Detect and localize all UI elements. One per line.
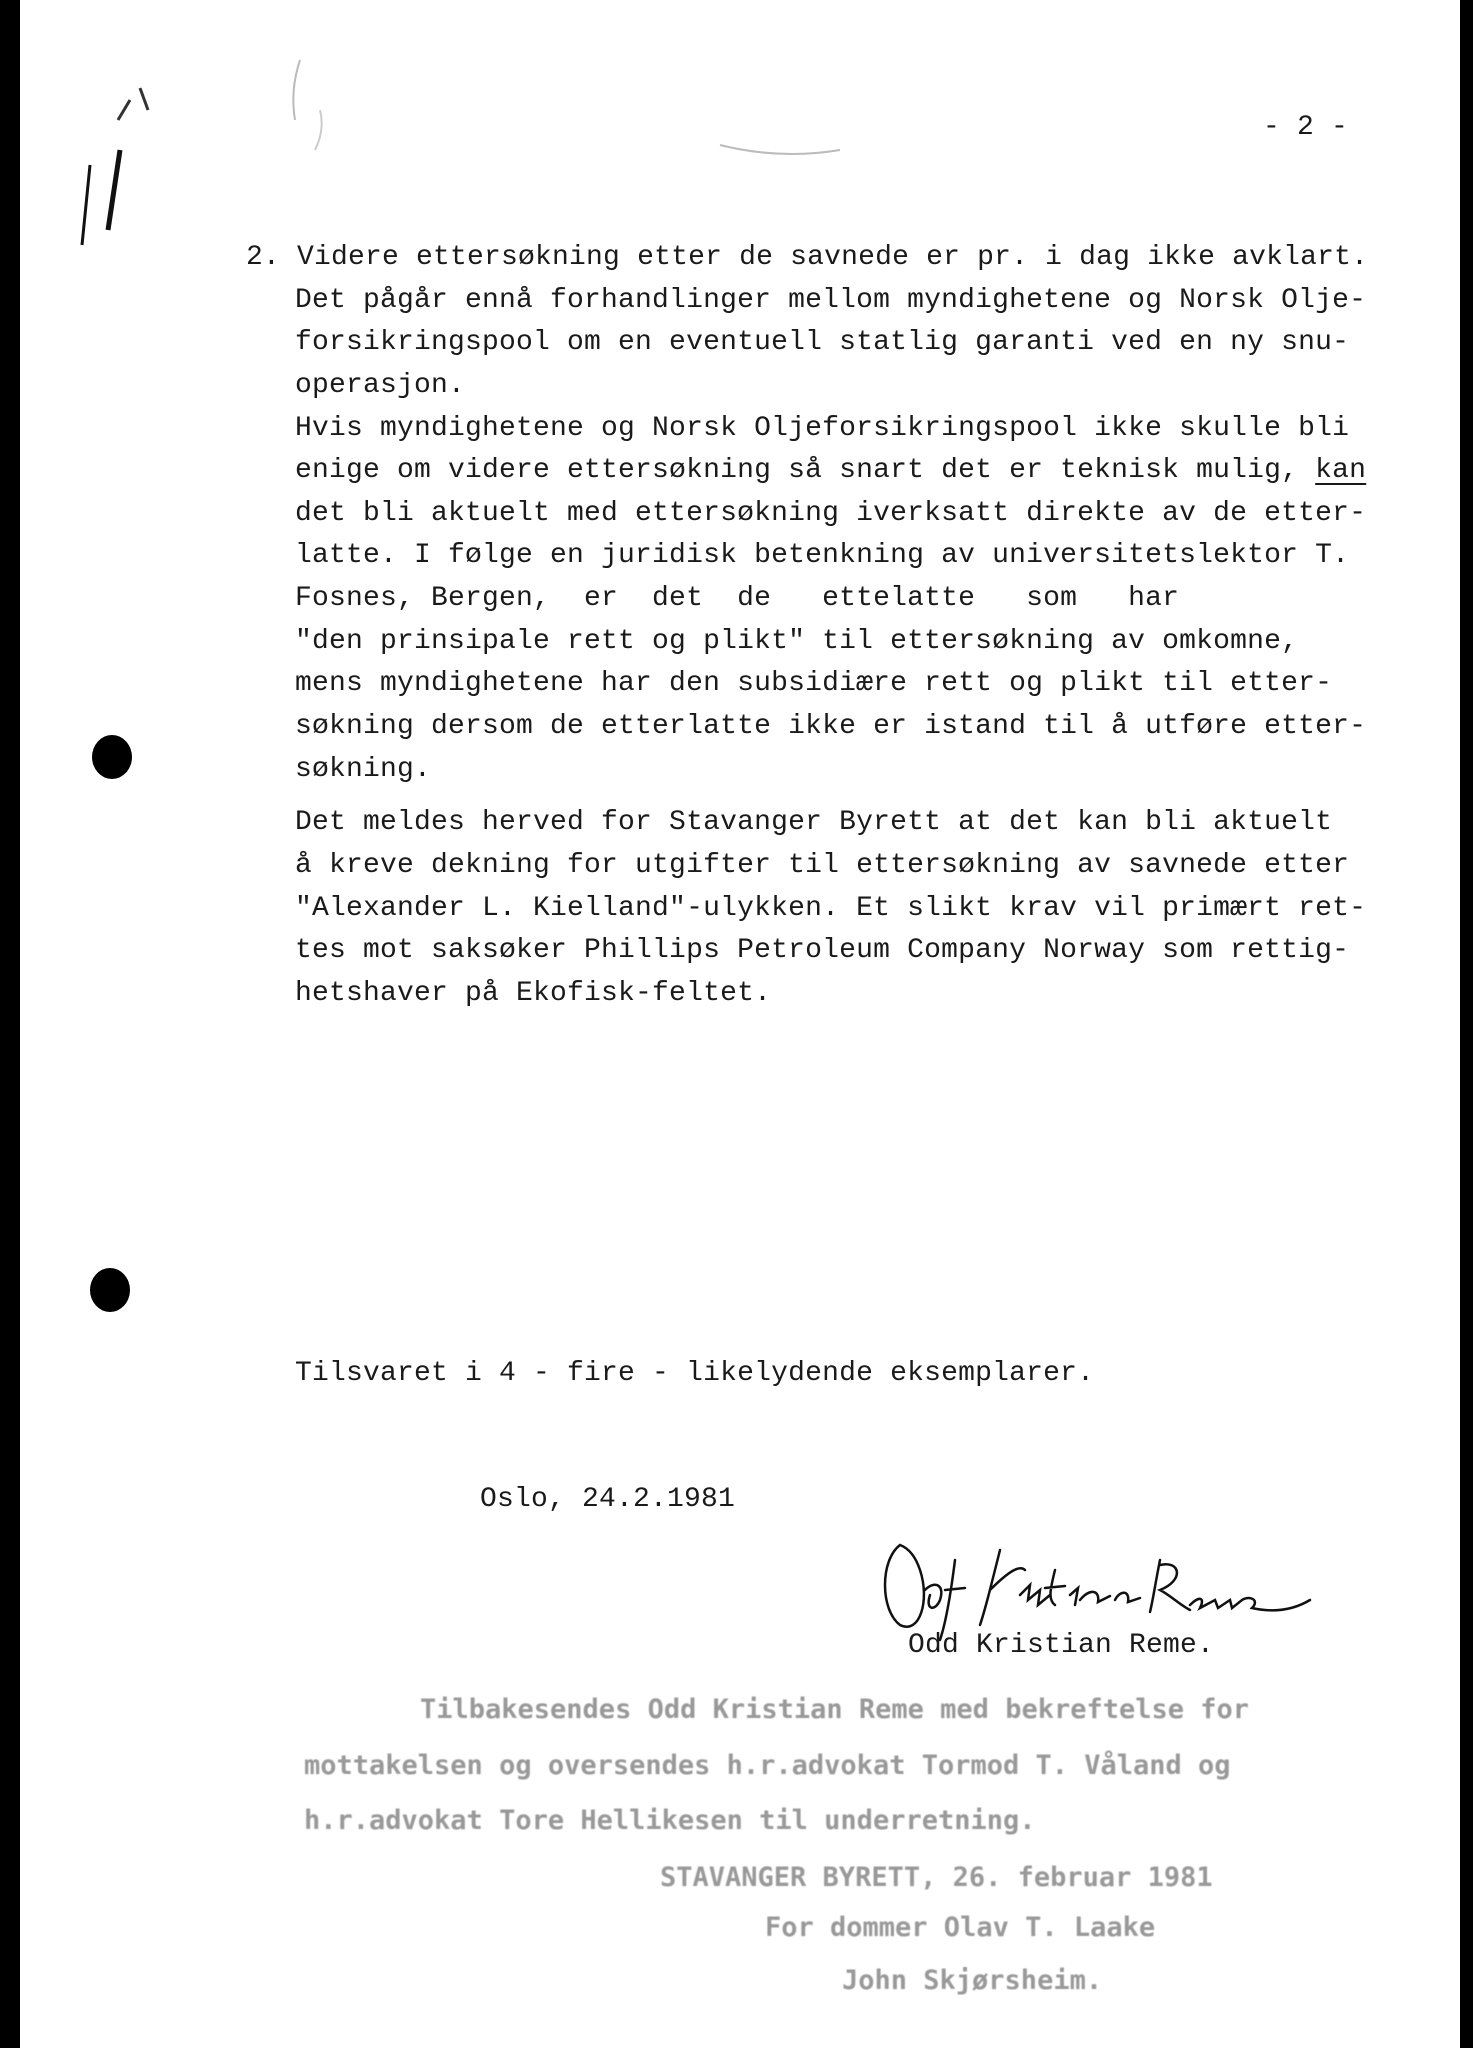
stamp-line-5: For dommer Olav T. Laake	[765, 1912, 1156, 1943]
place-date: Oslo, 24.2.1981	[480, 1484, 736, 1515]
paragraph-1-line-12: søkning dersom de etterlatte ikke er istand til å utføre etter-	[295, 711, 1367, 742]
paragraph-2-line-4: tes mot saksøker Phillips Petroleum Company Norway som rettig-	[295, 935, 1350, 966]
underlined-word: kan	[1315, 455, 1367, 486]
paragraph-1-line-9: Fosnes, Bergen, er det de ettelatte som har	[295, 583, 1180, 614]
stamp-line-3: h.r.advokat Tore Hellikesen til underretning.	[304, 1805, 1036, 1836]
paragraph-1-line-3: forsikringspool om en eventuell statlig garanti ved en ny snu-	[295, 327, 1350, 358]
stamp-line-1: Tilbakesendes Odd Kristian Reme med bekreftelse for	[420, 1694, 1250, 1725]
paragraph-1-line-1: 2. Videre ettersøkning etter de savnede er pr. i dag ikke avklart.	[246, 242, 1369, 273]
document-page	[20, 0, 1460, 2048]
paragraph-2-line-5: hetshaver på Ekofisk-feltet.	[295, 978, 772, 1009]
paragraph-2-line-3: "Alexander L. Kielland"-ulykken. Et slikt krav vil primært ret-	[295, 893, 1367, 924]
paragraph-2-line-1: Det meldes herved for Stavanger Byrett at det kan bli aktuelt	[295, 807, 1333, 838]
paragraph-1-line-6-text: enige om videre ettersøkning så snart det er teknisk mulig,	[295, 455, 1316, 486]
paragraph-1-line-2: Det pågår ennå forhandlinger mellom myndighetene og Norsk Olje-	[295, 285, 1367, 316]
page-number: - 2 -	[1263, 112, 1349, 143]
paragraph-1-line-7: det bli aktuelt med ettersøkning iverksatt direkte av de etter-	[295, 498, 1367, 529]
paragraph-2-line-2: å kreve dekning for utgifter til ettersøkning av savnede etter	[295, 850, 1350, 881]
paragraph-1-line-11: mens myndighetene har den subsidiære rett og plikt til etter-	[295, 668, 1333, 699]
paragraph-1-line-4: operasjon.	[295, 370, 466, 401]
handwritten-signature	[20, 0, 1460, 2048]
signature-name: Odd Kristian Reme.	[908, 1630, 1215, 1661]
stamp-line-4: STAVANGER BYRETT, 26. februar 1981	[660, 1862, 1213, 1893]
paragraph-1-line-10: "den prinsipale rett og plikt" til ettersøkning av omkomne,	[295, 626, 1299, 657]
closing-line: Tilsvaret i 4 - fire - likelydende eksemplarer.	[295, 1358, 1095, 1389]
paragraph-1-line-8: latte. I følge en juridisk betenkning av universitetslektor T.	[295, 540, 1350, 571]
paragraph-1-line-13: søkning.	[295, 754, 432, 785]
paragraph-1-line-5: Hvis myndighetene og Norsk Oljeforsikringspool ikke skulle bli	[295, 413, 1350, 444]
stamp-line-6: John Skjørsheim.	[842, 1965, 1103, 1996]
stamp-line-2: mottakelsen og oversendes h.r.advokat Tormod T. Våland og	[304, 1750, 1231, 1781]
